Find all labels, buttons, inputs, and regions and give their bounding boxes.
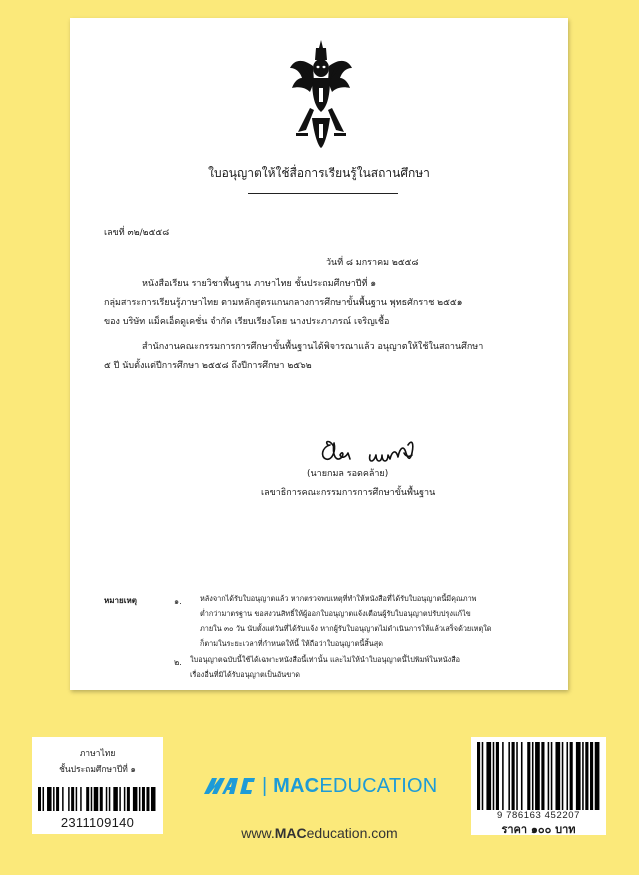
brand-name-rest: EDUCATION: [319, 775, 438, 797]
license-date: วันที่ ๘ มกราคม ๒๕๕๘: [326, 258, 419, 268]
website-prefix: www.: [241, 825, 275, 841]
title-underline: [248, 193, 398, 194]
document-title: ใบอนุญาตให้ใช้สื่อการเรียนรู้ในสถานศึกษา: [208, 166, 430, 180]
note-line: เรื่องอื่นที่มิได้รับอนุญาตเป็นอันขาด: [190, 670, 301, 679]
body-line: ของ บริษัท แม็คเอ็ดดูเคชั่น จำกัด เรียบเรียงโดย นางประภาภรณ์ เจริญเชื้อ: [104, 317, 390, 327]
note-line: ภายใน ๓๐ วัน นับตั้งแต่วันที่ได้รับแจ้ง หากผู้รับใบอนุญาตไม่ดำเนินการให้แล้วเสร็จด้วยเหตุใด: [200, 624, 492, 633]
note-line: หลังจากได้รับใบอนุญาตแล้ว หากตรวจพบเหตุที่ทำให้หนังสือที่ได้รับใบอนุญาตนี้มีคุณภาพ: [200, 594, 477, 603]
note-line: ต่ำกว่ามาตรฐาน ขอสงวนสิทธิ์ให้ผู้ออกใบอนุญาตแจ้งเตือนผู้รับใบอนุญาตปรับปรุงแก้ไข: [200, 609, 471, 618]
isbn-box: [471, 737, 606, 835]
product-code: 2311109140: [60, 815, 135, 830]
license-number: เลขที่ ๓๒/๒๕๕๘: [104, 228, 170, 238]
product-barcode: [38, 787, 157, 811]
website-suffix: education.com: [306, 825, 398, 841]
signer-name: (นายกมล รอดคล้าย): [307, 469, 389, 479]
approval-line: ๕ ปี นับตั้งแต่ปีการศึกษา ๒๕๕๘ ถึงปีการศึกษา ๒๕๖๒: [104, 361, 312, 371]
license-document: [70, 18, 568, 690]
price-label: ราคา ๑๐๐ บาท: [501, 823, 576, 836]
approval-line: สำนักงานคณะกรรมการการศึกษาขั้นพื้นฐานได้พิจารณาแล้ว อนุญาตให้ใช้ในสถานศึกษา: [142, 342, 484, 352]
subject-name: ภาษาไทย: [79, 749, 116, 759]
body-line: กลุ่มสาระการเรียนรู้ภาษาไทย ตามหลักสูตรแกนกลางการศึกษาขั้นพื้นฐาน พุทธศักราช ๒๕๕๑: [104, 298, 463, 308]
publisher-logo: [204, 774, 464, 796]
signer-position: เลขาธิการคณะกรรมการการศึกษาขั้นพื้นฐาน: [261, 488, 436, 498]
isbn-number: 9 786163 452207: [497, 810, 580, 821]
website-bold: MAC: [274, 825, 307, 841]
isbn-barcode: [477, 742, 601, 810]
garuda-emblem-icon: [288, 38, 354, 150]
grade-level: ชั้นประถมศึกษาปีที่ ๑: [59, 765, 136, 775]
signature-image: [316, 433, 428, 473]
note-number: ๑.: [174, 597, 182, 606]
subject-label-box: [32, 737, 163, 834]
brand-name: | MACEDUCATION: [262, 775, 438, 797]
notes-label: หมายเหตุ: [104, 596, 137, 605]
brand-name-bold: MAC: [273, 775, 320, 797]
body-line: หนังสือเรียน รายวิชาพื้นฐาน ภาษาไทย ชั้นประถมศึกษาปีที่ ๑: [142, 279, 377, 289]
note-line: ก็ตามในระยะเวลาที่กำหนดให้นี้ ให้ถือว่าใบอนุญาตนี้สิ้นสุด: [200, 639, 383, 648]
note-number: ๒.: [174, 658, 182, 667]
mac-logo-icon: [204, 774, 256, 796]
note-line: ใบอนุญาตฉบับนี้ใช้ได้เฉพาะหนังสือนี้เท่านั้น และไม่ให้นำใบอนุญาตนี้ไปพิมพ์ในหนังสือ: [190, 655, 461, 664]
